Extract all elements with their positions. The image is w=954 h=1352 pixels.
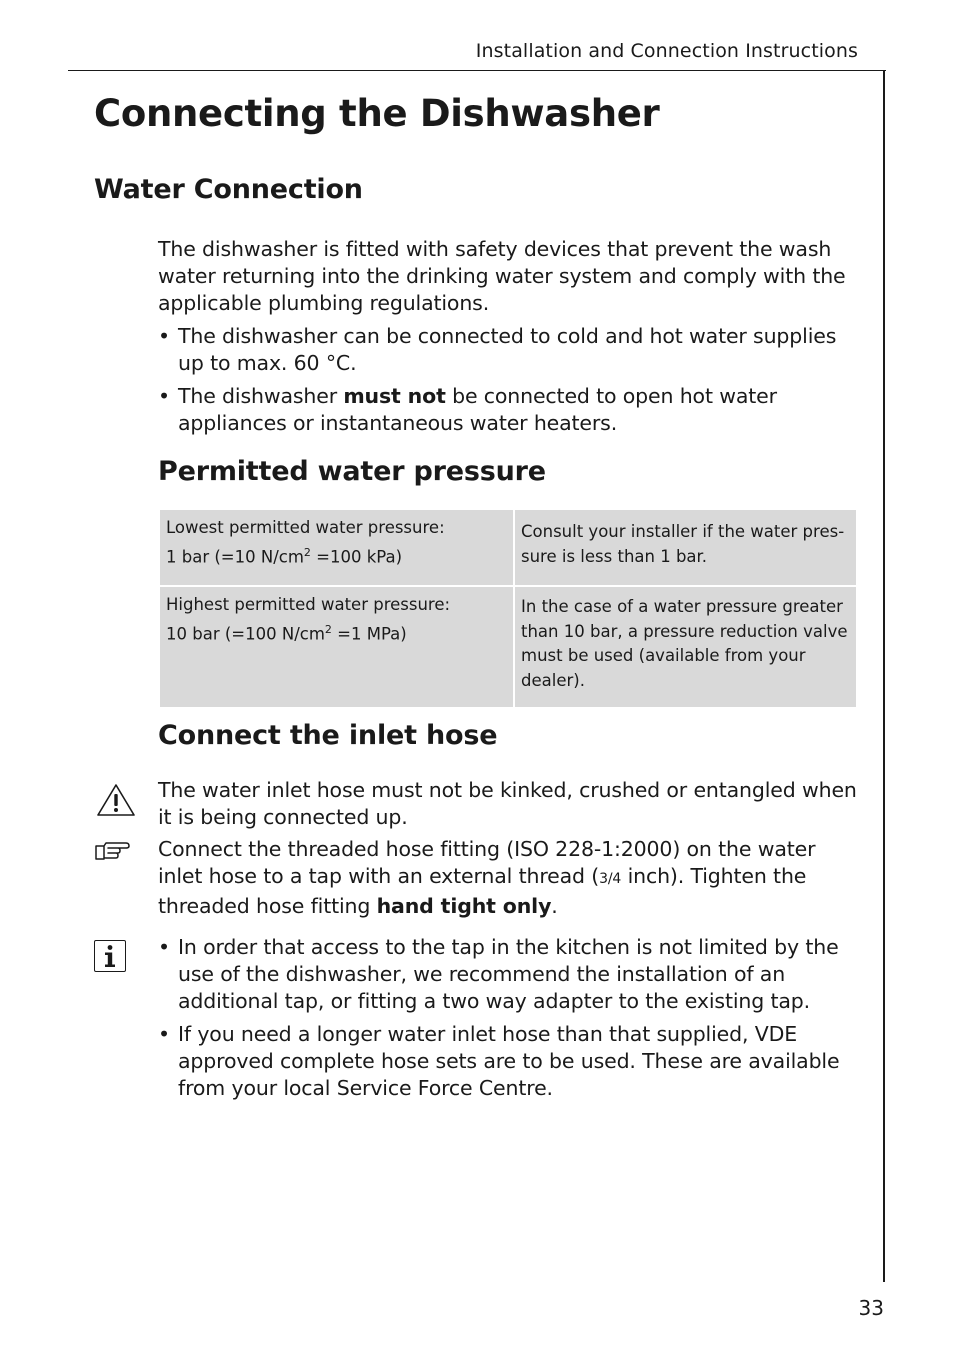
instruction-text: Connect the threaded hose fitting (ISO 228-1:2000) on the water inlet hose to a tap with an external thread (3/4 inch). Tighten the threaded hose fitting hand tight only. [158, 837, 816, 918]
right-margin-rule [883, 70, 885, 1282]
water-connection-intro: The dishwasher is fitted with safety devices that prevent the wash water returning into the drinking water system and comply with the applicable plumbing regulations. [158, 237, 846, 315]
pressure-table [158, 508, 858, 709]
running-header: Installation and Connection Instructions [475, 40, 858, 62]
table-cell-note: In the case of a water pressure greater than 10 bar, a pressure reduction valve must be used (available from your dealer). [514, 586, 857, 708]
info-icon [94, 940, 126, 972]
list-item: • The dishwasher can be connected to cold and hot water supplies up to max. 60 °C. [158, 324, 837, 375]
table-row [159, 509, 857, 586]
list-item: • If you need a longer water inlet hose than that supplied, VDE approved complete hose sets are to be used. These are available from your local Service Force Centre. [158, 1022, 840, 1100]
warning-text: The water inlet hose must not be kinked, crushed or entangled when it is being connected up. [158, 778, 857, 829]
page-title: Connecting the Dishwasher [94, 92, 660, 135]
pressure-heading: Permitted water pressure [158, 456, 546, 487]
water-connection-body [158, 236, 858, 437]
list-item: • The dishwasher must not be connected to open hot water appliances or instantaneous water heaters. [158, 384, 777, 435]
table-row [159, 586, 857, 708]
table-cell-label: Highest permitted water pressure: 10 bar (=100 $N/cm^2 =1$ MPa) [159, 586, 514, 708]
inlet-hose-heading: Connect the inlet hose [158, 720, 498, 751]
page-number: 33 [858, 1296, 884, 1320]
table-cell-note: Consult your installer if the water pres- sure is less than 1 bar. [514, 509, 857, 586]
table-cell-label: Lowest permitted water pressure: 1 bar (=10 $N/cm^2 =100$ kPa) [159, 509, 514, 586]
warning-triangle-icon [96, 783, 136, 817]
list-item: • In order that access to the tap in the kitchen is not limited by the use of the dishwasher, we recommend the installation of an additional tap, or fitting a two way adapter to the existing tap. [158, 935, 839, 1013]
header-rule [68, 70, 886, 71]
water-connection-heading: Water Connection [94, 174, 363, 205]
info-body [158, 934, 858, 1102]
pointing-hand-icon [94, 840, 130, 862]
